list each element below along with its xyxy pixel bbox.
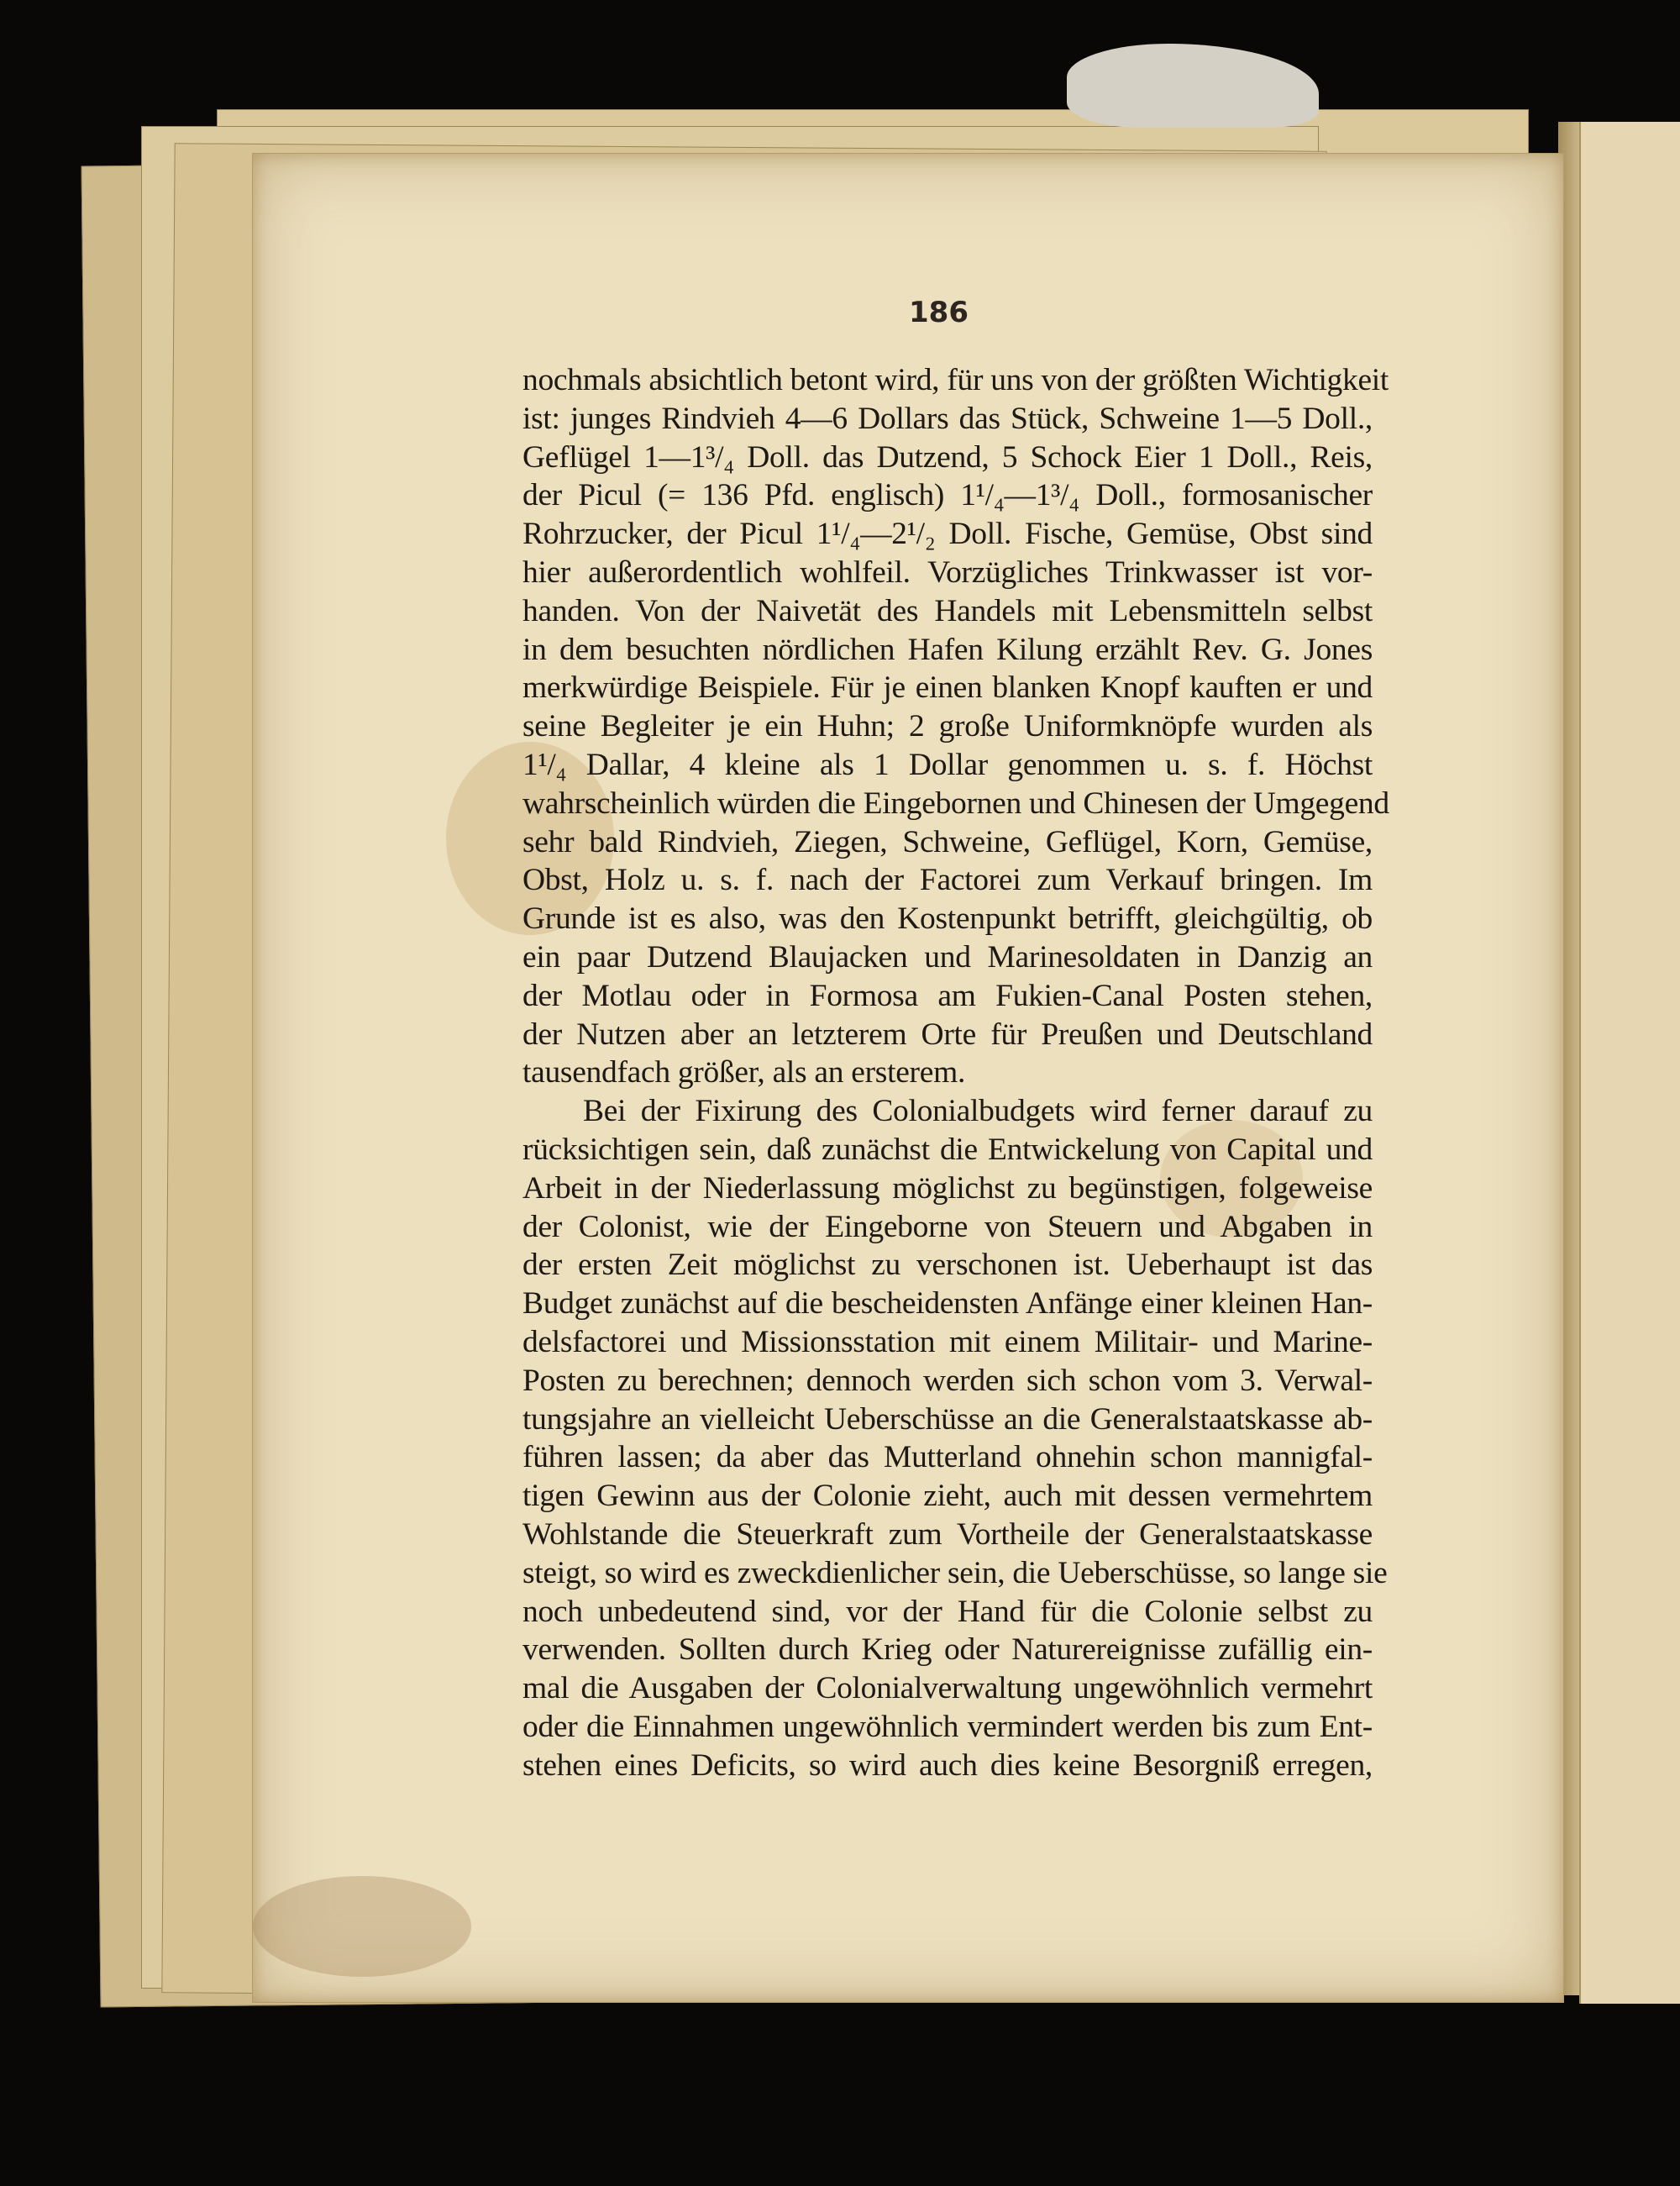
text-line: in dem besuchten nördlichen Hafen Kilung erzählt Rev. G. Jones xyxy=(522,632,1373,667)
facing-page xyxy=(1579,122,1680,2004)
text-line: der Picul (= 136 Pfd. englisch) 1¹/₄—1³/₄ Doll., formosanischer xyxy=(522,478,1373,513)
text-line: Arbeit in der Niederlassung möglichst zu begünstigen, folgeweise xyxy=(522,1170,1373,1206)
text-line: ein paar Dutzend Blaujacken und Marinesoldaten in Danzig an xyxy=(522,939,1373,975)
text-line: steigt, so wird es zweckdienlicher sein, die Ueberschüsse, so lange sie xyxy=(522,1555,1388,1590)
text-line: tigen Gewinn aus der Colonie zieht, auch mit dessen vermehrtem xyxy=(522,1479,1373,1514)
text-line: tungsjahre an vielleicht Ueberschüsse an die Generalstaatskasse ab- xyxy=(522,1401,1373,1437)
text-line: Geflügel 1—1³/₄ Doll. das Dutzend, 5 Schock Eier 1 Doll., Reis, xyxy=(522,439,1373,475)
text-line: rücksichtigen sein, daß zunächst die Entwickelung von Capital und xyxy=(522,1132,1373,1167)
text-line: der Colonist, wie der Eingeborne von Steuern und Abgaben in xyxy=(522,1209,1373,1244)
text-line: wahrscheinlich würden die Eingebornen und Chinesen der Umgegend xyxy=(522,786,1389,821)
text-line: Budget zunächst auf die bescheidensten Anfänge einer kleinen Han- xyxy=(522,1286,1373,1322)
text-line: hier außerordentlich wohlfeil. Vorzügliches Trinkwasser ist vor- xyxy=(522,554,1373,590)
text-line: sehr bald Rindvieh, Ziegen, Schweine, Geflügel, Korn, Gemüse, xyxy=(522,824,1373,859)
text-line: führen lassen; da aber das Mutterland ohnehin schon mannigfal- xyxy=(522,1440,1373,1475)
paragraph-start: Bei der Fixirung des Colonialbudgets wird ferner darauf zu xyxy=(583,1094,1373,1129)
text-line: 1¹/₄ Dallar, 4 kleine als 1 Dollar genommen u. s. f. Höchst xyxy=(522,747,1373,782)
text-line: nochmals absichtlich betont wird, für uns von der größten Wichtigkeit xyxy=(522,363,1389,397)
text-line: handen. Von der Naivetät des Handels mit Lebensmitteln selbst xyxy=(522,593,1373,628)
text-line: noch unbedeutend sind, vor der Hand für die Colonie selbst zu xyxy=(522,1594,1373,1629)
text-line: merkwürdige Beispiele. Für je einen blanken Knopf kauften er und xyxy=(522,670,1373,706)
text-line: Posten zu berechnen; dennoch werden sich schon vom 3. Verwal- xyxy=(522,1363,1373,1398)
text-line: delsfactorei und Missionsstation mit einem Militair- und Marine- xyxy=(522,1324,1373,1359)
text-line: Obst, Holz u. s. f. nach der Factorei zum Verkauf bringen. Im xyxy=(522,863,1373,898)
text-line: stehen eines Deficits, so wird auch dies keine Besorgniß erregen, xyxy=(522,1747,1373,1783)
text-line: der Nutzen aber an letzterem Orte für Preußen und Deutschland xyxy=(522,1017,1373,1052)
text-line: der Motlau oder in Formosa am Fukien-Canal Posten stehen, xyxy=(522,978,1373,1013)
text-line: Grunde ist es also, was den Kostenpunkt betrifft, gleichgültig, ob xyxy=(522,901,1373,937)
text-line: Wohlstande die Steuerkraft zum Vortheile der Generalstaatskasse xyxy=(522,1516,1373,1552)
foxing-stain xyxy=(253,1876,471,1977)
page-number: 186 xyxy=(909,296,969,329)
text-line: Rohrzucker, der Picul 1¹/₄—2¹/₂ Doll. Fische, Gemüse, Obst sind xyxy=(522,517,1373,552)
torn-paper-edge xyxy=(1067,44,1319,128)
text-line: mal die Ausgaben der Colonialverwaltung ungewöhnlich vermehrt xyxy=(522,1671,1373,1706)
text-line: seine Begleiter je ein Huhn; 2 große Uniformknöpfe wurden als xyxy=(522,709,1373,744)
text-line: verwenden. Sollten durch Krieg oder Naturereignisse zufällig ein- xyxy=(522,1632,1373,1668)
page-text xyxy=(522,361,1389,1784)
text-line: ist: junges Rindvieh 4—6 Dollars das Stück, Schweine 1—5 Doll., xyxy=(522,401,1373,436)
text-line: oder die Einnahmen ungewöhnlich vermindert werden bis zum Ent- xyxy=(522,1709,1373,1744)
text-line: tausendfach größer, als an ersterem. xyxy=(522,1055,966,1090)
text-line: der ersten Zeit möglichst zu verschonen ist. Ueberhaupt ist das xyxy=(522,1248,1373,1283)
